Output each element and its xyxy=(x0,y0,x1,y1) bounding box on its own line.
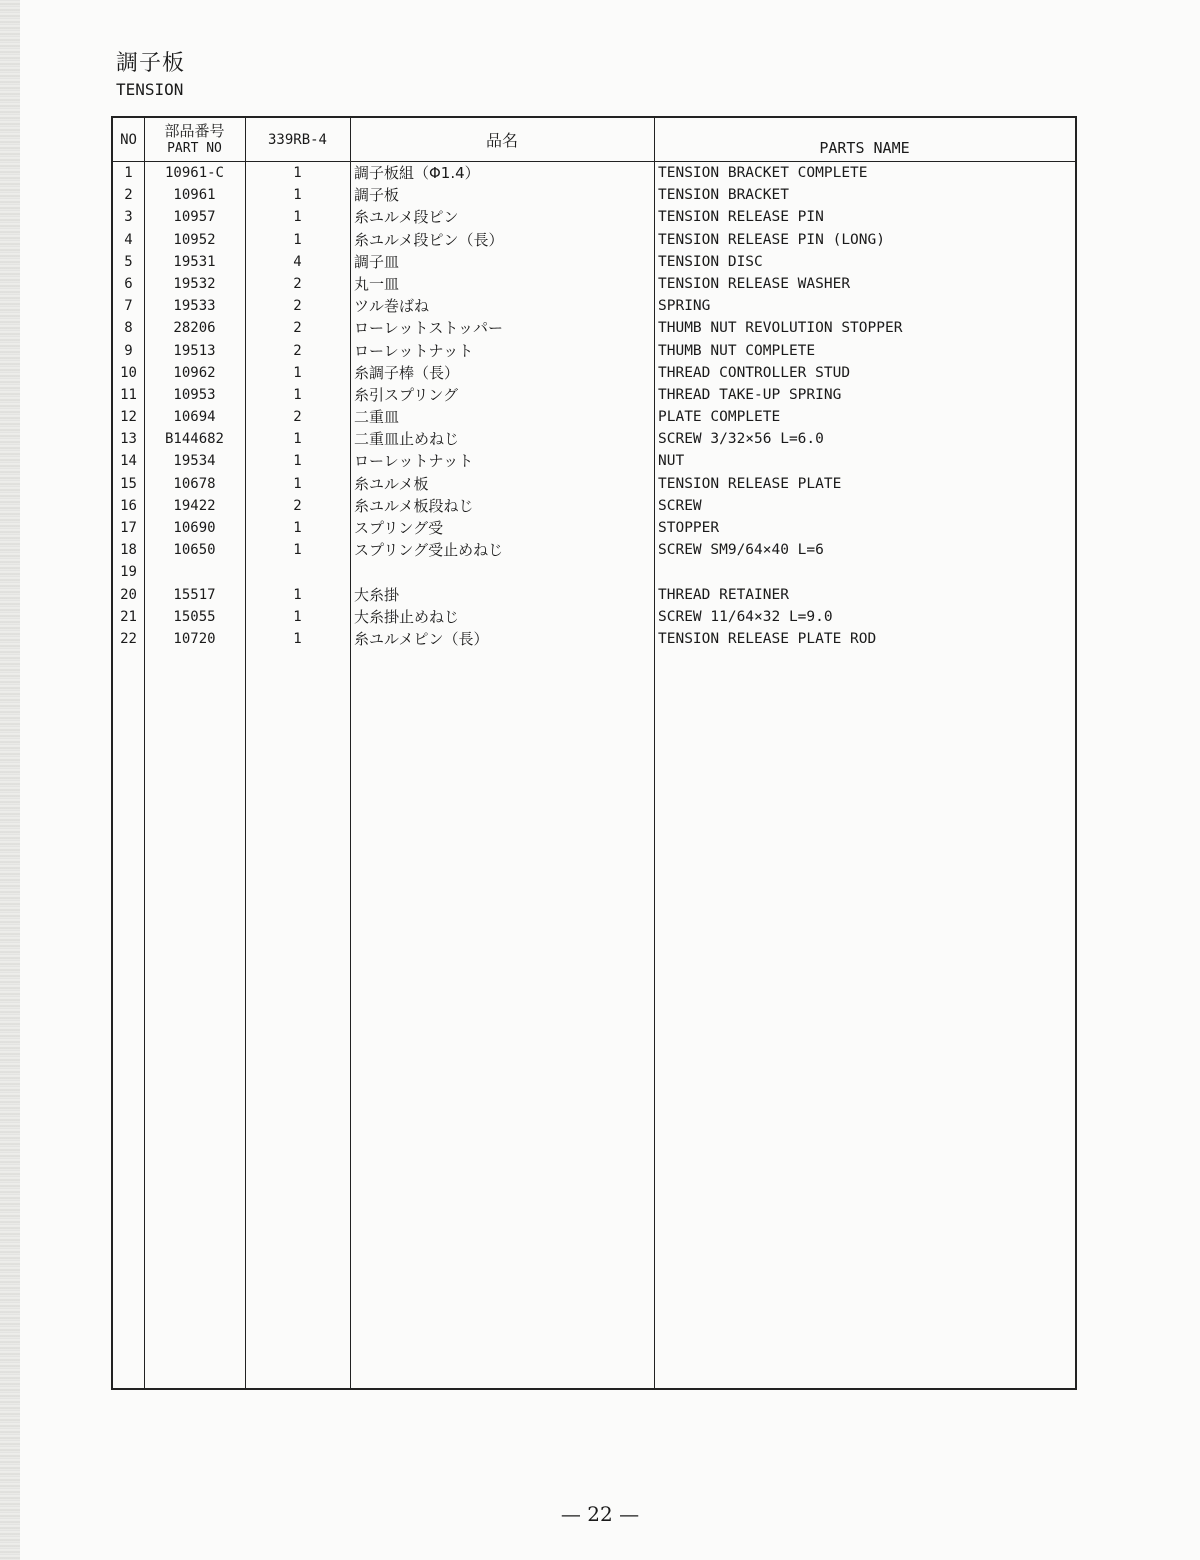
row-no: 12 xyxy=(120,409,137,426)
row-no: 9 xyxy=(124,342,133,359)
row-quantity: 1 xyxy=(293,209,302,226)
table-row xyxy=(113,428,1075,450)
row-parts-name: THREAD CONTROLLER STUD xyxy=(658,364,851,381)
row-quantity: 1 xyxy=(293,608,302,625)
row-name-jp: 大糸掛 xyxy=(354,585,400,604)
parts-table xyxy=(111,116,1077,1390)
row-parts-name xyxy=(658,561,1073,583)
row-part-no: 19513 xyxy=(173,342,216,359)
table-row xyxy=(113,340,1075,362)
row-name-jp: 調子板 xyxy=(354,186,400,205)
row-quantity xyxy=(245,561,350,583)
row-name-jp: ローレットナット xyxy=(354,341,474,360)
row-parts-name: STOPPER xyxy=(658,520,720,536)
row-name-jp: 二重皿 xyxy=(354,408,400,427)
table-row xyxy=(113,317,1075,339)
scan-edge xyxy=(0,0,20,1560)
row-no: 6 xyxy=(124,275,133,292)
row-parts-name: THREAD TAKE-UP SPRING xyxy=(658,386,842,403)
table-body xyxy=(113,162,1075,650)
row-quantity: 2 xyxy=(293,409,302,426)
row-name-jp: 糸調子棒（長） xyxy=(354,363,460,382)
row-part-no: 19533 xyxy=(173,298,216,315)
table-row xyxy=(113,584,1075,606)
row-name-jp xyxy=(354,561,654,583)
header-part-no-jp: 部品番号 xyxy=(164,121,225,140)
row-name-jp: ローレットナット xyxy=(354,452,474,471)
row-part-no: 10953 xyxy=(173,386,216,403)
row-no: 3 xyxy=(124,209,133,226)
header-name-jp: 品名 xyxy=(485,131,518,150)
row-part-no: 19532 xyxy=(173,275,216,292)
table-row xyxy=(113,561,1075,583)
row-parts-name: TENSION RELEASE PLATE xyxy=(658,475,842,492)
row-part-no: B144682 xyxy=(164,431,224,448)
row-parts-name: SCREW 3/32×56 L=6.0 xyxy=(658,431,824,448)
row-quantity: 1 xyxy=(293,386,302,403)
row-no: 4 xyxy=(124,231,133,248)
header-model: 339RB-4 xyxy=(267,131,327,148)
row-parts-name: TENSION RELEASE PLATE ROD xyxy=(658,630,877,647)
row-part-no: 10961-C xyxy=(164,165,224,181)
row-no: 18 xyxy=(120,542,137,559)
row-name-jp: 丸一皿 xyxy=(354,274,400,293)
row-quantity: 2 xyxy=(293,275,302,292)
table-row xyxy=(113,206,1075,228)
row-quantity: 1 xyxy=(293,364,302,381)
row-name-jp: スプリング受止めねじ xyxy=(354,541,504,560)
row-part-no: 10678 xyxy=(173,475,216,492)
row-quantity: 4 xyxy=(293,253,302,270)
row-name-jp: ツル巻ばね xyxy=(354,297,430,316)
row-no: 7 xyxy=(124,298,133,315)
table-row xyxy=(113,362,1075,384)
table-row xyxy=(113,229,1075,251)
row-no: 1 xyxy=(124,165,133,181)
table-row xyxy=(113,295,1075,317)
header-part-no-en: PART NO xyxy=(167,140,222,156)
row-no: 5 xyxy=(124,253,133,270)
table-row xyxy=(113,517,1075,539)
row-part-no: 10690 xyxy=(173,520,216,536)
row-parts-name: NUT xyxy=(658,453,685,470)
table-row xyxy=(113,495,1075,517)
table-row xyxy=(113,184,1075,206)
row-name-jp: 二重皿止めねじ xyxy=(354,430,460,449)
page-number: — 22 — xyxy=(560,1502,640,1526)
row-name-jp: 糸ユルメ段ピン（長） xyxy=(354,230,504,249)
row-part-no: 15055 xyxy=(173,608,216,625)
row-no: 15 xyxy=(120,475,137,492)
row-part-no: 10720 xyxy=(173,630,216,647)
table-row xyxy=(113,606,1075,628)
row-part-no: 15517 xyxy=(173,586,216,603)
row-no: 20 xyxy=(120,586,137,603)
row-parts-name: TENSION BRACKET COMPLETE xyxy=(658,165,868,181)
row-name-jp: 糸ユルメピン（長） xyxy=(354,629,489,648)
row-parts-name: TENSION RELEASE PIN (LONG) xyxy=(658,231,885,248)
row-no: 16 xyxy=(120,497,137,514)
row-parts-name: TENSION DISC xyxy=(658,253,763,270)
row-parts-name: THUMB NUT COMPLETE xyxy=(658,342,816,359)
row-parts-name: TENSION RELEASE PIN xyxy=(658,209,824,226)
row-parts-name: TENSION RELEASE WASHER xyxy=(658,275,851,292)
row-part-no: 10952 xyxy=(173,231,216,248)
table-row xyxy=(113,450,1075,472)
row-part-no: 19531 xyxy=(173,253,216,270)
page-title-jp: 調子板 xyxy=(116,51,186,76)
row-parts-name: THUMB NUT REVOLUTION STOPPER xyxy=(658,320,903,337)
row-name-jp: ローレットストッパー xyxy=(354,319,503,338)
row-name-jp: 大糸掛止めねじ xyxy=(354,607,460,626)
row-name-jp: スプリング受 xyxy=(354,519,444,537)
row-no: 11 xyxy=(120,386,137,403)
row-parts-name: SCREW SM9/64×40 L=6 xyxy=(658,542,824,559)
header-parts-name: PARTS NAME xyxy=(819,138,910,157)
row-parts-name: SCREW 11/64×32 L=9.0 xyxy=(658,608,833,625)
table-row xyxy=(113,473,1075,495)
row-part-no xyxy=(144,561,245,583)
row-no: 21 xyxy=(120,608,137,625)
row-quantity: 2 xyxy=(293,497,302,514)
row-part-no: 10961 xyxy=(173,187,216,204)
row-parts-name: SCREW xyxy=(658,497,702,514)
row-no: 8 xyxy=(124,320,133,337)
table-row xyxy=(113,406,1075,428)
row-no: 10 xyxy=(120,364,137,381)
row-name-jp: 糸引スプリング xyxy=(354,385,459,404)
row-no: 22 xyxy=(120,630,137,647)
row-parts-name: THREAD RETAINER xyxy=(658,586,789,603)
row-quantity: 1 xyxy=(293,231,302,248)
row-parts-name: TENSION BRACKET xyxy=(658,187,789,204)
row-part-no: 10650 xyxy=(173,542,216,559)
row-quantity: 1 xyxy=(293,453,302,470)
row-quantity: 2 xyxy=(293,342,302,359)
table-row xyxy=(113,162,1075,184)
row-part-no: 19534 xyxy=(173,453,216,470)
row-no: 14 xyxy=(120,453,137,470)
table-row xyxy=(113,384,1075,406)
page-title-en: TENSION xyxy=(116,80,184,99)
table-row xyxy=(113,273,1075,295)
row-name-jp: 調子皿 xyxy=(354,252,400,271)
row-part-no: 10957 xyxy=(173,209,216,226)
row-parts-name: SPRING xyxy=(658,298,711,315)
row-quantity: 1 xyxy=(293,586,302,603)
row-name-jp: 糸ユルメ板 xyxy=(354,474,429,493)
row-quantity: 1 xyxy=(293,475,302,492)
row-part-no: 28206 xyxy=(173,320,216,337)
row-quantity: 2 xyxy=(293,320,302,337)
row-quantity: 1 xyxy=(293,187,302,204)
row-name-jp: 糸ユルメ段ピン xyxy=(354,208,459,227)
row-quantity: 2 xyxy=(293,298,302,315)
header-part-no xyxy=(144,118,245,161)
row-parts-name: PLATE COMPLETE xyxy=(658,409,781,426)
row-no: 13 xyxy=(120,431,137,448)
row-quantity: 1 xyxy=(293,542,302,559)
row-quantity: 1 xyxy=(293,520,302,536)
row-name-jp: 調子板組（Φ1.4） xyxy=(354,164,480,182)
row-no: 17 xyxy=(120,520,137,536)
row-part-no: 10962 xyxy=(173,364,216,381)
row-quantity: 1 xyxy=(293,165,302,181)
row-part-no: 10694 xyxy=(173,409,216,426)
row-quantity: 1 xyxy=(293,431,302,448)
table-row xyxy=(113,251,1075,273)
table-row xyxy=(113,539,1075,561)
row-quantity: 1 xyxy=(293,630,302,647)
table-row xyxy=(113,628,1075,650)
row-name-jp: 糸ユルメ板段ねじ xyxy=(354,496,474,515)
row-no: 2 xyxy=(124,187,133,204)
row-no: 19 xyxy=(120,564,137,581)
row-part-no: 19422 xyxy=(173,497,216,514)
header-no: NO xyxy=(120,131,137,148)
